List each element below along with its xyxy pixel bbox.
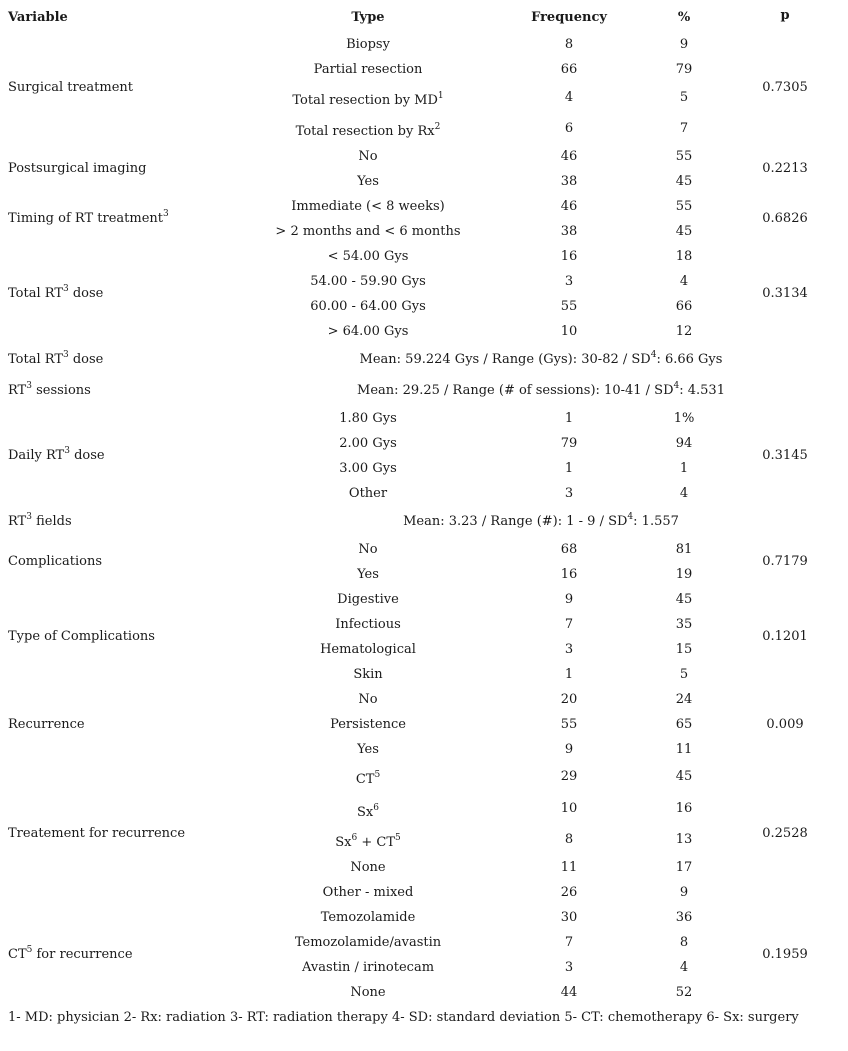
var-rt-sessions: $RT^3$ sessions (8, 381, 91, 398)
percent-cell: 66 (675, 299, 693, 314)
percent-cell: 5 (679, 667, 689, 682)
percent-cell: 45 (675, 174, 693, 189)
p-total-rt-dose: 0.3134 (762, 286, 808, 301)
type-cell: Skin (353, 667, 383, 682)
header-variable: Variable (8, 10, 68, 25)
type-cell: 60.00 - 64.00 Gys (310, 299, 426, 314)
type-cell: Persistence (330, 717, 406, 732)
frequency-cell: 46 (560, 149, 578, 164)
percent-cell: 65 (675, 717, 693, 732)
percent-cell: 1% (673, 411, 695, 426)
type-cell: Other - mixed (322, 885, 414, 900)
p-postsurgical-imaging: 0.2213 (762, 161, 808, 176)
summary-total-rt-dose: Mean: 59.224 Gys / Range (Gys): $30-82 / SD^4$: 6.66 Gys (359, 350, 723, 367)
percent-cell: 45 (675, 224, 693, 239)
percent-cell: 55 (675, 149, 693, 164)
frequency-cell: 1 (564, 667, 574, 682)
type-cell: > 64.00 Gys (327, 324, 409, 339)
frequency-cell: 3 (564, 274, 574, 289)
percent-cell: 13 (675, 832, 693, 847)
frequency-cell: 8 (564, 832, 574, 847)
summary-rt-sessions: Mean: 29.25 / Range (# of sessions): $10-41 / SD^4$: 4.531 (357, 381, 725, 398)
var-treatment-recurrence: Treatement for recurrence (8, 826, 186, 841)
percent-cell: 16 (675, 801, 693, 816)
header-frequency: Frequency (531, 10, 607, 25)
percent-cell: 24 (675, 692, 693, 707)
type-cell: Yes (357, 742, 379, 757)
percent-cell: 35 (675, 617, 693, 632)
type-cell: No (358, 692, 378, 707)
percent-cell: 81 (675, 542, 693, 557)
percent-cell: 4 (679, 486, 689, 501)
frequency-cell: 1 (564, 411, 574, 426)
percent-cell: 1 (679, 461, 689, 476)
percent-cell: 19 (675, 567, 693, 582)
type-cell: Digestive (337, 592, 399, 607)
var-ct-recurrence: $CT^5$ for recurrence (8, 945, 133, 962)
percent-cell: 9 (679, 37, 689, 52)
frequency-cell: 10 (560, 324, 578, 339)
type-cell: Total resection by Rx$^2$ (295, 122, 441, 139)
type-cell: Partial resection (313, 62, 423, 77)
frequency-cell: 20 (560, 692, 578, 707)
percent-cell: 55 (675, 199, 693, 214)
footnote: 1- MD: physician 2- Rx: radiation 3- RT: radiation therapy 4- SD: standard deviation 5- CT: chemotherapy 6- Sx: surgery (8, 1010, 799, 1025)
percent-cell: 79 (675, 62, 693, 77)
percent-cell: 4 (679, 960, 689, 975)
frequency-cell: 7 (564, 617, 574, 632)
type-cell: No (358, 149, 378, 164)
type-cell: Total resection by $MD^1$ (292, 91, 444, 108)
frequency-cell: 8 (564, 37, 574, 52)
frequency-cell: 16 (560, 567, 578, 582)
type-cell: 1.80 Gys (339, 411, 397, 426)
frequency-cell: 66 (560, 62, 578, 77)
type-cell: Infectious (335, 617, 401, 632)
type-cell: Temozolamide/avastin (294, 935, 442, 950)
p-recurrence: 0.009 (766, 717, 804, 732)
var-total-rt-dose-summary: Total $RT^3$ dose (8, 350, 104, 367)
var-timing-rt: Timing of RT treatment$^3$ (8, 209, 169, 226)
frequency-cell: 3 (564, 642, 574, 657)
percent-cell: 9 (679, 885, 689, 900)
type-cell: No (358, 542, 378, 557)
type-cell: Immediate (< 8 weeks) (291, 199, 445, 214)
frequency-cell: 11 (560, 860, 578, 875)
type-cell: None (350, 860, 386, 875)
percent-cell: 7 (679, 121, 689, 136)
type-cell: 54.00 - 59.90 Gys (310, 274, 426, 289)
type-cell: None (350, 985, 386, 1000)
percent-cell: 45 (675, 769, 693, 784)
percent-cell: 17 (675, 860, 693, 875)
frequency-cell: 30 (560, 910, 578, 925)
frequency-cell: 3 (564, 960, 574, 975)
frequency-cell: 68 (560, 542, 578, 557)
type-cell: Yes (357, 567, 379, 582)
frequency-cell: 26 (560, 885, 578, 900)
var-rt-fields: $RT^3$ fields (8, 512, 72, 529)
frequency-cell: 6 (564, 121, 574, 136)
percent-cell: 52 (675, 985, 693, 1000)
frequency-cell: 44 (560, 985, 578, 1000)
type-cell: Sx$^6$ (357, 803, 379, 820)
frequency-cell: 9 (564, 742, 574, 757)
header-percent: % (677, 10, 691, 25)
p-surgical-treatment: 0.7305 (762, 80, 808, 95)
frequency-cell: 29 (560, 769, 578, 784)
summary-rt-fields: Mean: 3.23 / Range (#): $1 - 9 / SD^4$: 1.557 (403, 512, 679, 529)
type-cell: Other (348, 486, 388, 501)
percent-cell: 45 (675, 592, 693, 607)
header-p: p (780, 8, 790, 23)
frequency-cell: 10 (560, 801, 578, 816)
frequency-cell: 46 (560, 199, 578, 214)
p-daily-rt-dose: 0.3145 (762, 448, 808, 463)
p-complications: 0.7179 (762, 554, 808, 569)
var-recurrence: Recurrence (8, 717, 85, 732)
type-cell: 2.00 Gys (339, 436, 397, 451)
frequency-cell: 55 (560, 717, 578, 732)
type-cell: > 2 months and < 6 months (275, 224, 461, 239)
type-cell: < 54.00 Gys (327, 249, 409, 264)
percent-cell: 94 (675, 436, 693, 451)
type-cell: $CT^5$ (355, 770, 381, 787)
p-type-of-complications: 0.1201 (762, 629, 808, 644)
frequency-cell: 55 (560, 299, 578, 314)
var-type-of-complications: Type of Complications (8, 629, 155, 644)
percent-cell: 11 (675, 742, 693, 757)
frequency-cell: 4 (564, 90, 574, 105)
type-cell: $Sx^6 + CT^5$ (335, 833, 401, 850)
frequency-cell: 1 (564, 461, 574, 476)
frequency-cell: 79 (560, 436, 578, 451)
var-surgical-treatment: Surgical treatment (8, 80, 134, 95)
p-treatment-recurrence: 0.2528 (762, 826, 808, 841)
p-timing-rt: 0.6826 (762, 211, 808, 226)
type-cell: Avastin / irinotecam (301, 960, 435, 975)
type-cell: Temozolamide (320, 910, 416, 925)
percent-cell: 5 (679, 90, 689, 105)
type-cell: 3.00 Gys (339, 461, 397, 476)
type-cell: Yes (357, 174, 379, 189)
frequency-cell: 16 (560, 249, 578, 264)
header-type: Type (351, 10, 385, 25)
var-daily-rt-dose: Daily $RT^3$ dose (8, 446, 105, 463)
frequency-cell: 38 (560, 224, 578, 239)
p-ct-recurrence: 0.1959 (762, 947, 808, 962)
percent-cell: 8 (679, 935, 689, 950)
frequency-cell: 3 (564, 486, 574, 501)
var-total-rt-dose: Total $RT^3$ dose (8, 284, 104, 301)
frequency-cell: 7 (564, 935, 574, 950)
var-postsurgical-imaging: Postsurgical imaging (8, 161, 147, 176)
percent-cell: 36 (675, 910, 693, 925)
frequency-cell: 38 (560, 174, 578, 189)
percent-cell: 15 (675, 642, 693, 657)
type-cell: Biopsy (346, 37, 390, 52)
var-complications: Complications (8, 554, 103, 569)
type-cell: Hematological (320, 642, 416, 657)
percent-cell: 4 (679, 274, 689, 289)
frequency-cell: 9 (564, 592, 574, 607)
percent-cell: 12 (675, 324, 693, 339)
percent-cell: 18 (675, 249, 693, 264)
